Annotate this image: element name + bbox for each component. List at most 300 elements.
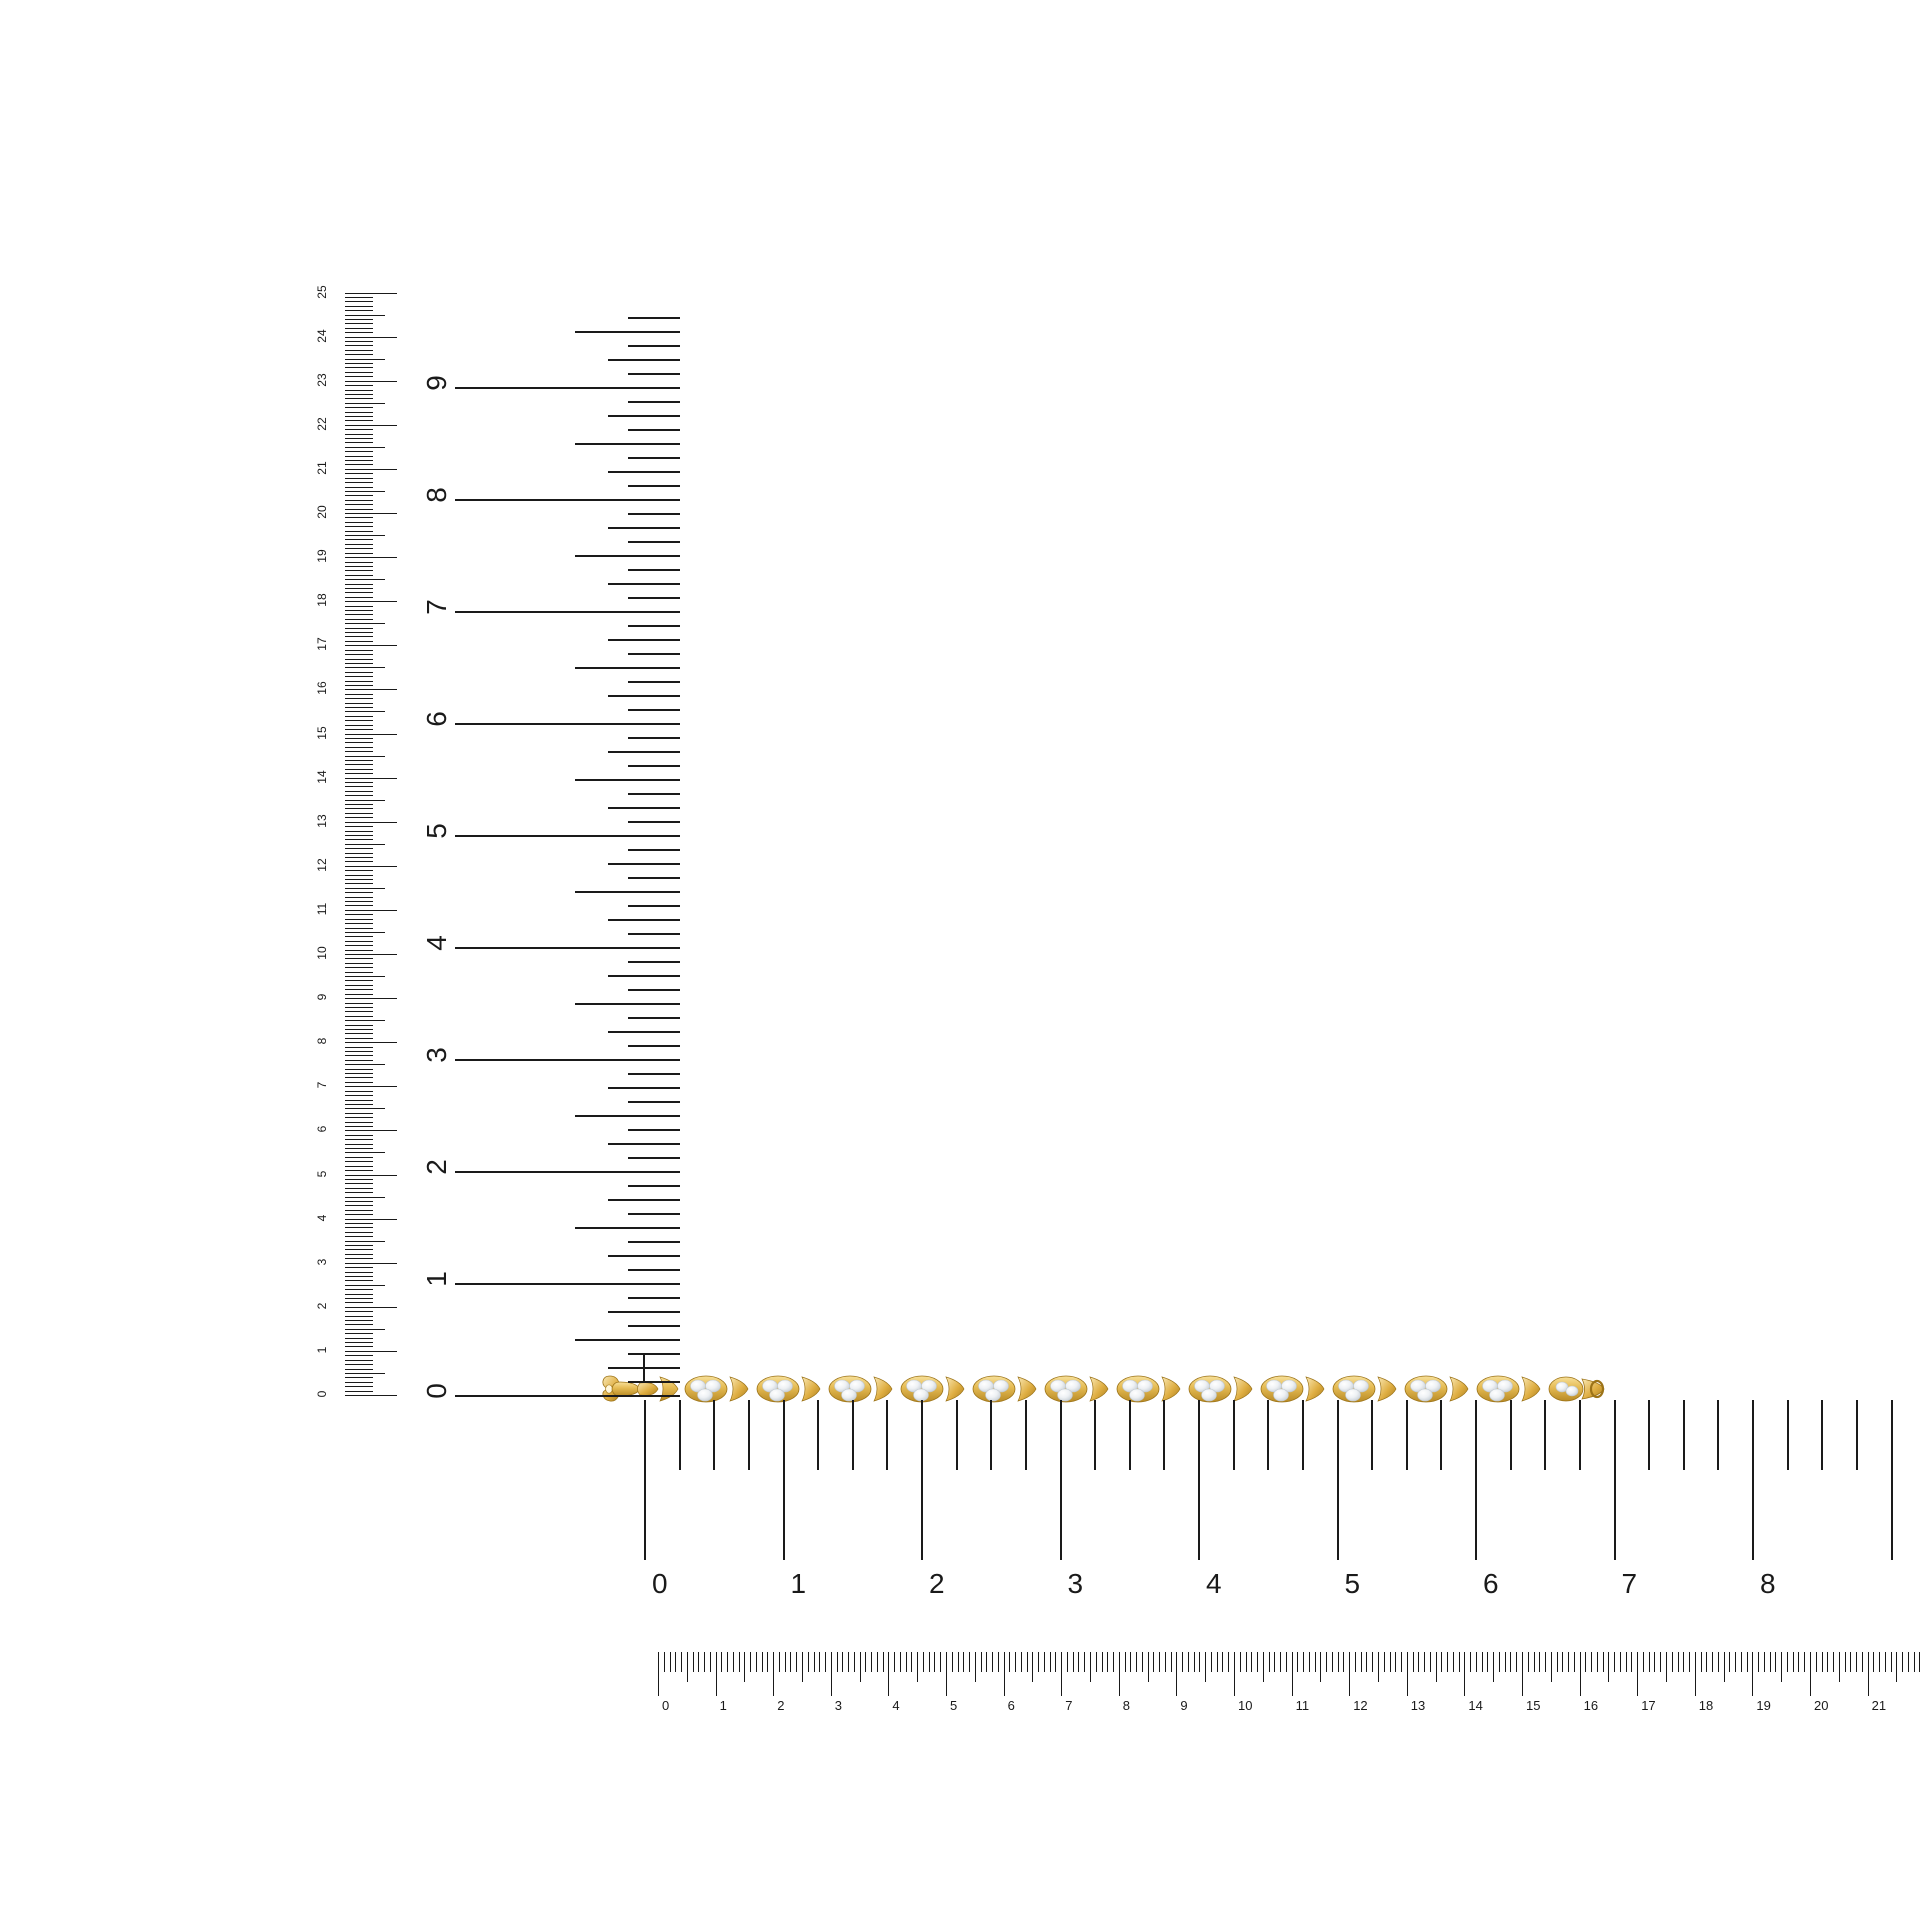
inch-minor-tick — [628, 429, 680, 431]
metric-minor-tick — [345, 460, 373, 461]
h-metric-minor-tick — [819, 1652, 820, 1672]
metric-minor-tick — [345, 1108, 385, 1109]
h-metric-minor-tick — [1199, 1652, 1200, 1672]
metric-ruler-label: 18 — [315, 593, 329, 607]
metric-minor-tick — [345, 716, 373, 717]
metric-minor-tick — [345, 769, 373, 770]
h-inch-minor-tick — [886, 1400, 888, 1470]
metric-minor-tick — [345, 597, 373, 598]
inch-major-tick — [455, 835, 680, 837]
inch-minor-tick — [628, 737, 680, 739]
metric-minor-tick — [345, 1144, 373, 1145]
h-metric-minor-tick — [952, 1652, 953, 1672]
metric-minor-tick — [345, 945, 373, 946]
h-metric-minor-tick — [825, 1652, 826, 1672]
metric-minor-tick — [345, 1346, 373, 1347]
metric-minor-tick — [345, 800, 385, 801]
h-metric-minor-tick — [1631, 1652, 1632, 1672]
h-inch-minor-tick — [1510, 1400, 1512, 1470]
h-metric-minor-tick — [693, 1652, 694, 1672]
h-metric-ruler-label: 4 — [892, 1698, 900, 1713]
metric-minor-tick — [345, 495, 373, 496]
metric-minor-tick — [345, 1373, 385, 1374]
h-inch-minor-tick — [817, 1400, 819, 1470]
metric-minor-tick — [345, 1152, 385, 1153]
inch-major-tick — [455, 1171, 680, 1173]
h-metric-minor-tick — [1660, 1652, 1661, 1672]
metric-minor-tick — [345, 853, 373, 854]
h-metric-minor-tick — [1470, 1652, 1471, 1672]
h-metric-minor-tick — [1459, 1652, 1460, 1672]
inch-minor-tick — [628, 1269, 680, 1271]
metric-minor-tick — [345, 354, 373, 355]
h-metric-ruler-label: 11 — [1295, 1698, 1310, 1713]
h-metric-minor-tick — [940, 1652, 941, 1672]
metric-minor-tick — [345, 919, 373, 920]
h-metric-minor-tick — [981, 1652, 982, 1672]
h-metric-minor-tick — [842, 1652, 843, 1672]
metric-minor-tick — [345, 332, 373, 333]
h-metric-minor-tick — [1706, 1652, 1707, 1672]
h-metric-major-tick — [1580, 1652, 1581, 1696]
metric-major-tick — [345, 1130, 397, 1131]
h-metric-minor-tick — [1338, 1652, 1339, 1672]
h-inch-minor-tick — [713, 1400, 715, 1470]
h-metric-minor-tick — [1545, 1652, 1546, 1672]
metric-minor-tick — [345, 403, 385, 404]
metric-ruler-label: 2 — [315, 1302, 329, 1310]
h-metric-minor-tick — [1591, 1652, 1592, 1672]
metric-minor-tick — [345, 905, 373, 906]
metric-minor-tick — [345, 958, 373, 959]
h-metric-minor-tick — [1510, 1652, 1511, 1672]
metric-minor-tick — [345, 464, 373, 465]
h-metric-minor-tick — [1770, 1652, 1771, 1672]
metric-minor-tick — [345, 1051, 373, 1052]
metric-major-tick — [345, 425, 397, 426]
h-inch-ruler-label: 4 — [1206, 1568, 1222, 1599]
metric-minor-tick — [345, 451, 373, 452]
metric-minor-tick — [345, 897, 373, 898]
inch-minor-tick — [628, 765, 680, 767]
h-metric-minor-tick — [744, 1652, 745, 1682]
metric-ruler-label: 10 — [315, 946, 329, 960]
end-ring — [1549, 1377, 1604, 1401]
h-metric-ruler-label: 8 — [1122, 1698, 1131, 1713]
bracelet-link-chain — [660, 1376, 1604, 1402]
h-metric-minor-tick — [1251, 1652, 1252, 1672]
metric-minor-tick — [345, 1232, 373, 1233]
metric-minor-tick — [345, 1179, 373, 1180]
metric-minor-tick — [345, 786, 373, 787]
metric-minor-tick — [345, 636, 373, 637]
metric-minor-tick — [345, 1324, 373, 1325]
inch-minor-tick — [575, 443, 680, 445]
metric-minor-tick — [345, 976, 385, 977]
metric-minor-tick — [345, 1020, 385, 1021]
metric-major-tick — [345, 557, 397, 558]
inch-minor-tick — [628, 1073, 680, 1075]
inch-minor-tick — [628, 1017, 680, 1019]
metric-minor-tick — [345, 579, 385, 580]
h-metric-minor-tick — [1246, 1652, 1247, 1672]
h-inch-minor-tick — [1787, 1400, 1789, 1470]
metric-minor-tick — [345, 1311, 373, 1312]
h-metric-ruler-label: 7 — [1065, 1698, 1073, 1713]
h-metric-ruler-label: 16 — [1583, 1698, 1599, 1713]
metric-minor-tick — [345, 901, 373, 902]
metric-minor-tick — [345, 650, 373, 651]
metric-minor-tick — [345, 1369, 373, 1370]
metric-ruler-label: 8 — [315, 1037, 329, 1045]
h-inch-ruler-label: 3 — [1067, 1568, 1084, 1599]
h-inch-major-tick — [783, 1400, 785, 1560]
h-metric-minor-tick — [1654, 1652, 1655, 1672]
inch-minor-tick — [608, 583, 680, 585]
h-metric-minor-tick — [687, 1652, 688, 1682]
lobster-clasp-icon — [603, 1376, 658, 1401]
h-metric-minor-tick — [1222, 1652, 1223, 1672]
h-metric-major-tick — [773, 1652, 774, 1696]
h-metric-ruler-label: 6 — [1007, 1698, 1015, 1713]
h-metric-minor-tick — [1827, 1652, 1828, 1672]
metric-minor-tick — [345, 994, 373, 995]
inch-minor-tick — [628, 401, 680, 403]
metric-minor-tick — [345, 1077, 373, 1078]
metric-minor-tick — [345, 1183, 373, 1184]
h-metric-minor-tick — [1280, 1652, 1281, 1672]
h-metric-minor-tick — [1614, 1652, 1615, 1672]
metric-minor-tick — [345, 1210, 373, 1211]
metric-minor-tick — [345, 1139, 373, 1140]
metric-minor-tick — [345, 941, 373, 942]
inch-major-tick — [455, 499, 680, 501]
inch-major-tick — [455, 1283, 680, 1285]
h-metric-minor-tick — [1689, 1652, 1690, 1672]
metric-minor-tick — [345, 487, 373, 488]
metric-minor-tick — [345, 813, 373, 814]
h-metric-minor-tick — [1136, 1652, 1137, 1672]
h-inch-ruler-label: 5 — [1344, 1568, 1361, 1599]
metric-minor-tick — [345, 1197, 385, 1198]
metric-minor-tick — [345, 1148, 373, 1149]
h-metric-minor-tick — [883, 1652, 884, 1672]
metric-major-tick — [345, 381, 397, 382]
metric-minor-tick — [345, 1192, 373, 1193]
h-inch-minor-tick — [748, 1400, 750, 1470]
metric-minor-tick — [345, 826, 373, 827]
h-metric-minor-tick — [1009, 1652, 1010, 1672]
h-metric-minor-tick — [1551, 1652, 1552, 1682]
h-metric-minor-tick — [1539, 1652, 1540, 1672]
h-metric-minor-tick — [1850, 1652, 1851, 1672]
metric-minor-tick — [345, 1055, 373, 1056]
inch-minor-tick — [575, 331, 680, 333]
metric-minor-tick — [345, 522, 373, 523]
h-metric-minor-tick — [877, 1652, 878, 1672]
metric-minor-tick — [345, 606, 373, 607]
inch-minor-tick — [608, 415, 680, 417]
h-metric-minor-tick — [1908, 1652, 1909, 1672]
metric-minor-tick — [345, 350, 373, 351]
metric-minor-tick — [345, 500, 373, 501]
h-inch-minor-tick — [1544, 1400, 1546, 1470]
metric-minor-tick — [345, 857, 373, 858]
h-metric-minor-tick — [1758, 1652, 1759, 1672]
metric-minor-tick — [345, 1382, 373, 1383]
inch-minor-tick — [608, 1199, 680, 1201]
inch-minor-tick — [628, 709, 680, 711]
metric-minor-tick — [345, 795, 373, 796]
h-metric-minor-tick — [1032, 1652, 1033, 1682]
metric-minor-tick — [345, 297, 373, 298]
h-metric-minor-tick — [756, 1652, 757, 1672]
metric-ruler-label: 11 — [315, 902, 329, 916]
h-inch-minor-tick — [1129, 1400, 1131, 1470]
inch-minor-tick — [575, 1003, 680, 1005]
metric-minor-tick — [345, 623, 385, 624]
metric-minor-tick — [345, 839, 373, 840]
h-metric-minor-tick — [762, 1652, 763, 1672]
inch-minor-tick — [628, 485, 680, 487]
h-inch-major-tick — [1475, 1400, 1477, 1560]
h-metric-minor-tick — [1027, 1652, 1028, 1672]
h-metric-minor-tick — [1096, 1652, 1097, 1672]
metric-minor-tick — [345, 456, 373, 457]
h-metric-minor-tick — [739, 1652, 740, 1672]
h-metric-minor-tick — [1194, 1652, 1195, 1672]
h-metric-minor-tick — [837, 1652, 838, 1672]
h-inch-major-tick — [1891, 1400, 1893, 1560]
metric-minor-tick — [345, 1280, 373, 1281]
inch-minor-tick — [628, 989, 680, 991]
inch-ruler-label: 5 — [421, 823, 452, 839]
h-inch-ruler-label: 8 — [1760, 1568, 1776, 1599]
metric-minor-tick — [345, 553, 373, 554]
metric-minor-tick — [345, 1003, 373, 1004]
h-metric-major-tick — [1695, 1652, 1696, 1696]
inch-minor-tick — [628, 625, 680, 627]
h-metric-minor-tick — [1585, 1652, 1586, 1672]
inch-minor-tick — [608, 471, 680, 473]
h-metric-minor-tick — [975, 1652, 976, 1682]
inch-minor-tick — [628, 541, 680, 543]
h-metric-minor-tick — [1775, 1652, 1776, 1672]
h-metric-major-tick — [831, 1652, 832, 1696]
h-metric-minor-tick — [1274, 1652, 1275, 1672]
metric-minor-tick — [345, 473, 373, 474]
h-metric-minor-tick — [1148, 1652, 1149, 1682]
metric-minor-tick — [345, 804, 373, 805]
h-inch-minor-tick — [956, 1400, 958, 1470]
h-inch-ruler-label: 2 — [929, 1568, 945, 1599]
h-metric-ruler-label: 5 — [950, 1698, 958, 1713]
h-metric-minor-tick — [860, 1652, 861, 1682]
h-inch-minor-tick — [1094, 1400, 1096, 1470]
h-metric-minor-tick — [1401, 1652, 1402, 1672]
h-metric-minor-tick — [1603, 1652, 1604, 1672]
h-metric-minor-tick — [1165, 1652, 1166, 1672]
metric-minor-tick — [345, 509, 373, 510]
metric-ruler-label: 16 — [315, 681, 329, 696]
h-metric-minor-tick — [1643, 1652, 1644, 1672]
h-metric-ruler-label: 15 — [1526, 1698, 1541, 1713]
metric-ruler-label: 14 — [315, 769, 329, 784]
metric-minor-tick — [345, 1135, 373, 1136]
metric-minor-tick — [345, 301, 373, 302]
metric-ruler-label: 7 — [315, 1081, 329, 1089]
metric-minor-tick — [345, 434, 373, 435]
inch-major-tick — [455, 723, 680, 725]
h-metric-minor-tick — [1090, 1652, 1091, 1682]
metric-ruler-label: 13 — [315, 814, 329, 828]
inch-minor-tick — [628, 905, 680, 907]
metric-minor-tick — [345, 1245, 373, 1246]
h-metric-ruler-label: 9 — [1180, 1698, 1188, 1713]
metric-minor-tick — [345, 1113, 373, 1114]
h-inch-minor-tick — [1821, 1400, 1823, 1470]
h-metric-minor-tick — [670, 1652, 671, 1672]
h-metric-minor-tick — [1747, 1652, 1748, 1672]
metric-major-tick — [345, 689, 397, 690]
metric-minor-tick — [345, 619, 373, 620]
metric-minor-tick — [345, 663, 373, 664]
metric-minor-tick — [345, 1038, 373, 1039]
metric-minor-tick — [345, 1100, 373, 1101]
metric-minor-tick — [345, 1320, 373, 1321]
metric-minor-tick — [345, 791, 373, 792]
h-metric-minor-tick — [1315, 1652, 1316, 1672]
h-metric-major-tick — [1061, 1652, 1062, 1696]
h-metric-minor-tick — [1534, 1652, 1535, 1672]
metric-minor-tick — [345, 535, 385, 536]
h-metric-ruler-label: 19 — [1756, 1698, 1771, 1713]
h-metric-minor-tick — [929, 1652, 930, 1672]
h-metric-minor-tick — [1453, 1652, 1454, 1672]
h-metric-minor-tick — [1107, 1652, 1108, 1672]
metric-minor-tick — [345, 1205, 373, 1206]
metric-minor-tick — [345, 1227, 373, 1228]
metric-minor-tick — [345, 694, 373, 695]
inch-minor-tick — [628, 1353, 680, 1355]
inch-minor-tick — [608, 1143, 680, 1145]
inch-minor-tick — [628, 457, 680, 459]
inch-minor-tick — [608, 695, 680, 697]
h-metric-minor-tick — [865, 1652, 866, 1672]
h-metric-minor-tick — [917, 1652, 918, 1682]
inch-minor-tick — [608, 751, 680, 753]
metric-minor-tick — [345, 1289, 373, 1290]
metric-ruler-label: 6 — [315, 1126, 329, 1133]
h-metric-minor-tick — [1424, 1652, 1425, 1672]
h-metric-ruler-label: 13 — [1410, 1698, 1426, 1713]
h-metric-minor-tick — [958, 1652, 959, 1672]
metric-minor-tick — [345, 345, 373, 346]
h-metric-major-tick — [1119, 1652, 1120, 1696]
metric-minor-tick — [345, 1214, 373, 1215]
metric-minor-tick — [345, 672, 373, 673]
metric-ruler-label: 4 — [315, 1214, 329, 1221]
inch-minor-tick — [628, 1045, 680, 1047]
inch-minor-tick — [608, 807, 680, 809]
metric-ruler-label: 3 — [315, 1258, 329, 1266]
metric-minor-tick — [345, 442, 373, 443]
h-metric-minor-tick — [1729, 1652, 1730, 1672]
h-metric-ruler-label: 14 — [1468, 1698, 1483, 1713]
h-metric-minor-tick — [1568, 1652, 1569, 1672]
metric-minor-tick — [345, 888, 385, 889]
metric-minor-tick — [345, 707, 373, 708]
metric-ruler-label: 5 — [315, 1170, 329, 1177]
h-metric-minor-tick — [1608, 1652, 1609, 1682]
h-metric-minor-tick — [1839, 1652, 1840, 1682]
h-inch-minor-tick — [1371, 1400, 1373, 1470]
metric-minor-tick — [345, 875, 373, 876]
metric-major-tick — [345, 601, 397, 602]
h-inch-ruler-label: 6 — [1483, 1568, 1499, 1599]
h-metric-minor-tick — [906, 1652, 907, 1672]
h-metric-minor-tick — [785, 1652, 786, 1672]
metric-major-tick — [345, 1219, 397, 1220]
h-metric-minor-tick — [1879, 1652, 1880, 1672]
h-metric-minor-tick — [1499, 1652, 1500, 1672]
metric-minor-tick — [345, 972, 373, 973]
h-metric-minor-tick — [1211, 1652, 1212, 1672]
metric-major-tick — [345, 469, 397, 470]
h-metric-minor-tick — [1263, 1652, 1264, 1682]
metric-minor-tick — [345, 835, 373, 836]
metric-major-tick — [345, 954, 397, 955]
h-inch-major-tick — [1752, 1400, 1754, 1560]
metric-minor-tick — [345, 491, 385, 492]
h-metric-minor-tick — [1562, 1652, 1563, 1672]
metric-major-tick — [345, 1395, 397, 1396]
metric-minor-tick — [345, 1267, 373, 1268]
metric-major-tick — [345, 910, 397, 911]
metric-minor-tick — [345, 1157, 373, 1158]
inch-minor-tick — [575, 1339, 680, 1341]
inch-minor-tick — [608, 863, 680, 865]
inch-minor-tick — [628, 513, 680, 515]
h-metric-minor-tick — [900, 1652, 901, 1672]
inch-major-tick — [455, 947, 680, 949]
metric-minor-tick — [345, 575, 373, 576]
h-metric-major-tick — [1234, 1652, 1235, 1696]
metric-minor-tick — [345, 844, 385, 845]
metric-minor-tick — [345, 782, 373, 783]
horizontal-imperial-ruler — [640, 1395, 1920, 1625]
h-metric-minor-tick — [1228, 1652, 1229, 1672]
h-metric-minor-tick — [727, 1652, 728, 1672]
metric-major-tick — [345, 1351, 397, 1352]
metric-minor-tick — [345, 614, 373, 615]
h-metric-minor-tick — [969, 1652, 970, 1672]
h-inch-minor-tick — [679, 1400, 681, 1470]
metric-minor-tick — [345, 531, 373, 532]
metric-major-tick — [345, 778, 397, 779]
h-metric-minor-tick — [871, 1652, 872, 1672]
h-metric-minor-tick — [1516, 1652, 1517, 1672]
metric-minor-tick — [345, 751, 373, 752]
metric-minor-tick — [345, 848, 373, 849]
metric-minor-tick — [345, 870, 373, 871]
h-metric-minor-tick — [1441, 1652, 1442, 1672]
metric-minor-tick — [345, 817, 373, 818]
h-metric-minor-tick — [1413, 1652, 1414, 1672]
inch-ruler-label: 8 — [421, 487, 452, 503]
metric-minor-tick — [345, 738, 373, 739]
h-metric-minor-tick — [1125, 1652, 1126, 1672]
